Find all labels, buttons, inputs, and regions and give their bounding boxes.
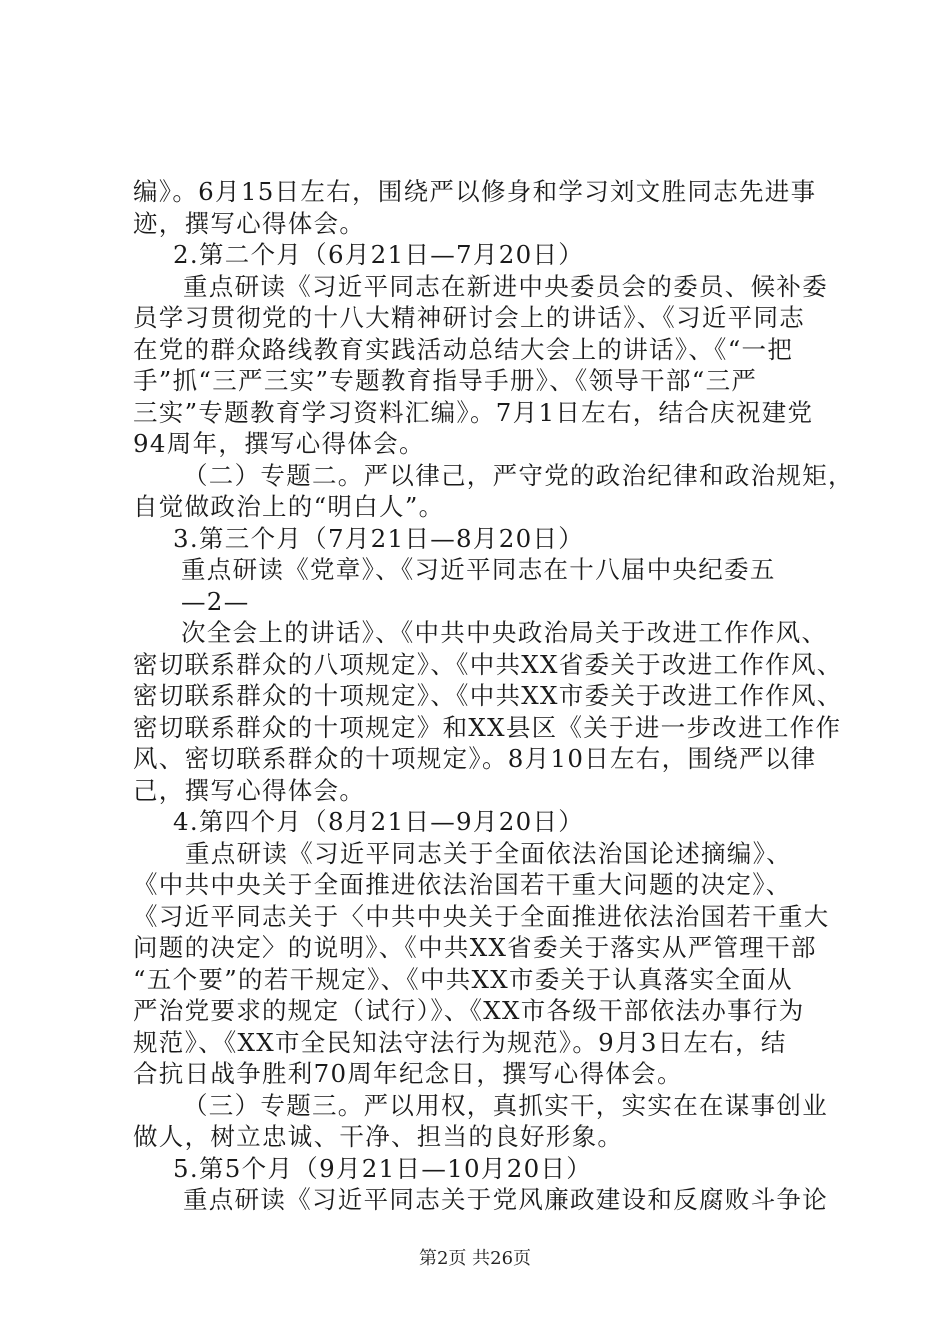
body-line: 密切联系群众的十项规定》、《中共XX市委关于改进工作作风、	[133, 681, 843, 710]
body-line: 次全会上的讲话》、《中共中央政治局关于改进工作作风、	[181, 618, 828, 647]
section-heading: 5.第5个月（9月21日—10月20日）	[173, 1153, 593, 1183]
body-line: 密切联系群众的十项规定》和XX县区《关于进一步改进工作作	[133, 712, 842, 742]
body-line: 自觉做政治上的“明白人”。	[133, 492, 445, 521]
inline-page-number: —2—	[181, 586, 250, 616]
body-line: 94周年，撰写心得体会。	[133, 429, 425, 458]
body-line: 风、密切联系群众的十项规定》。8月10日左右，围绕严以律	[133, 744, 817, 773]
body-line: 重点研读《习近平同志关于全面依法治国论述摘编》、	[185, 838, 792, 868]
body-line: 迹，撰写心得体会。	[133, 208, 366, 238]
topic-heading: （三）专题三。严以用权，真抓实干，实实在在谋事创业	[183, 1090, 828, 1120]
body-line: 己，撰写心得体会。	[133, 775, 366, 805]
body-line: 规范》、《XX市全民知法守法行为规范》。9月3日左右，结	[133, 1027, 787, 1057]
section-heading: 2.第二个月（6月21日—7月20日）	[173, 240, 585, 269]
body-line: 三实”专题教育学习资料汇编》。7月1日左右，结合庆祝建党	[133, 397, 814, 427]
body-line: 问题的决定〉的说明》、《中共XX省委关于落实从严管理干部	[133, 933, 817, 962]
body-line: 在党的群众路线教育实践活动总结大会上的讲话》、《“一把	[133, 334, 794, 364]
body-line: 《习近平同志关于〈中共中央关于全面推进依法治国若干重大	[133, 901, 830, 931]
body-line: 重点研读《习近平同志在新进中央委员会的委员、候补委	[183, 271, 828, 301]
body-line: 《中共中央关于全面推进依法治国若干重大问题的决定》、	[133, 870, 792, 899]
body-line: 严治党要求的规定（试行）》、《XX市各级干部依法办事行为	[133, 996, 805, 1025]
body-line: 编》。6月15日左右，围绕严以修身和学习刘文胜同志先进事	[133, 177, 817, 206]
body-line: 员学习贯彻党的十八大精神研讨会上的讲话》、《习近平同志	[133, 303, 806, 332]
body-line: “五个要”的若干规定》、《中共XX市委关于认真落实全面从	[133, 964, 793, 994]
body-line: 重点研读《党章》、《习近平同志在十八届中央纪委五	[181, 555, 776, 584]
section-heading: 3.第三个月（7月21日—8月20日）	[173, 523, 585, 553]
body-line: 密切联系群众的八项规定》、《中共XX省委关于改进工作作风、	[133, 649, 843, 679]
section-heading: 4.第四个月（8月21日—9月20日）	[173, 807, 585, 836]
topic-heading: （二）专题二。严以律己，严守党的政治纪律和政治规矩，	[183, 460, 854, 490]
body-line: 重点研读《习近平同志关于党风廉政建设和反腐败斗争论	[183, 1185, 828, 1214]
body-line: 做人，树立忠诚、干净、担当的良好形象。	[133, 1122, 624, 1151]
body-line: 合抗日战争胜利70周年纪念日，撰写心得体会。	[133, 1059, 683, 1088]
page-footer: 第2页 共26页	[418, 1248, 532, 1269]
body-line: 手”抓“三严三实”专题教育指导手册》、《领导干部“三严	[133, 366, 758, 395]
